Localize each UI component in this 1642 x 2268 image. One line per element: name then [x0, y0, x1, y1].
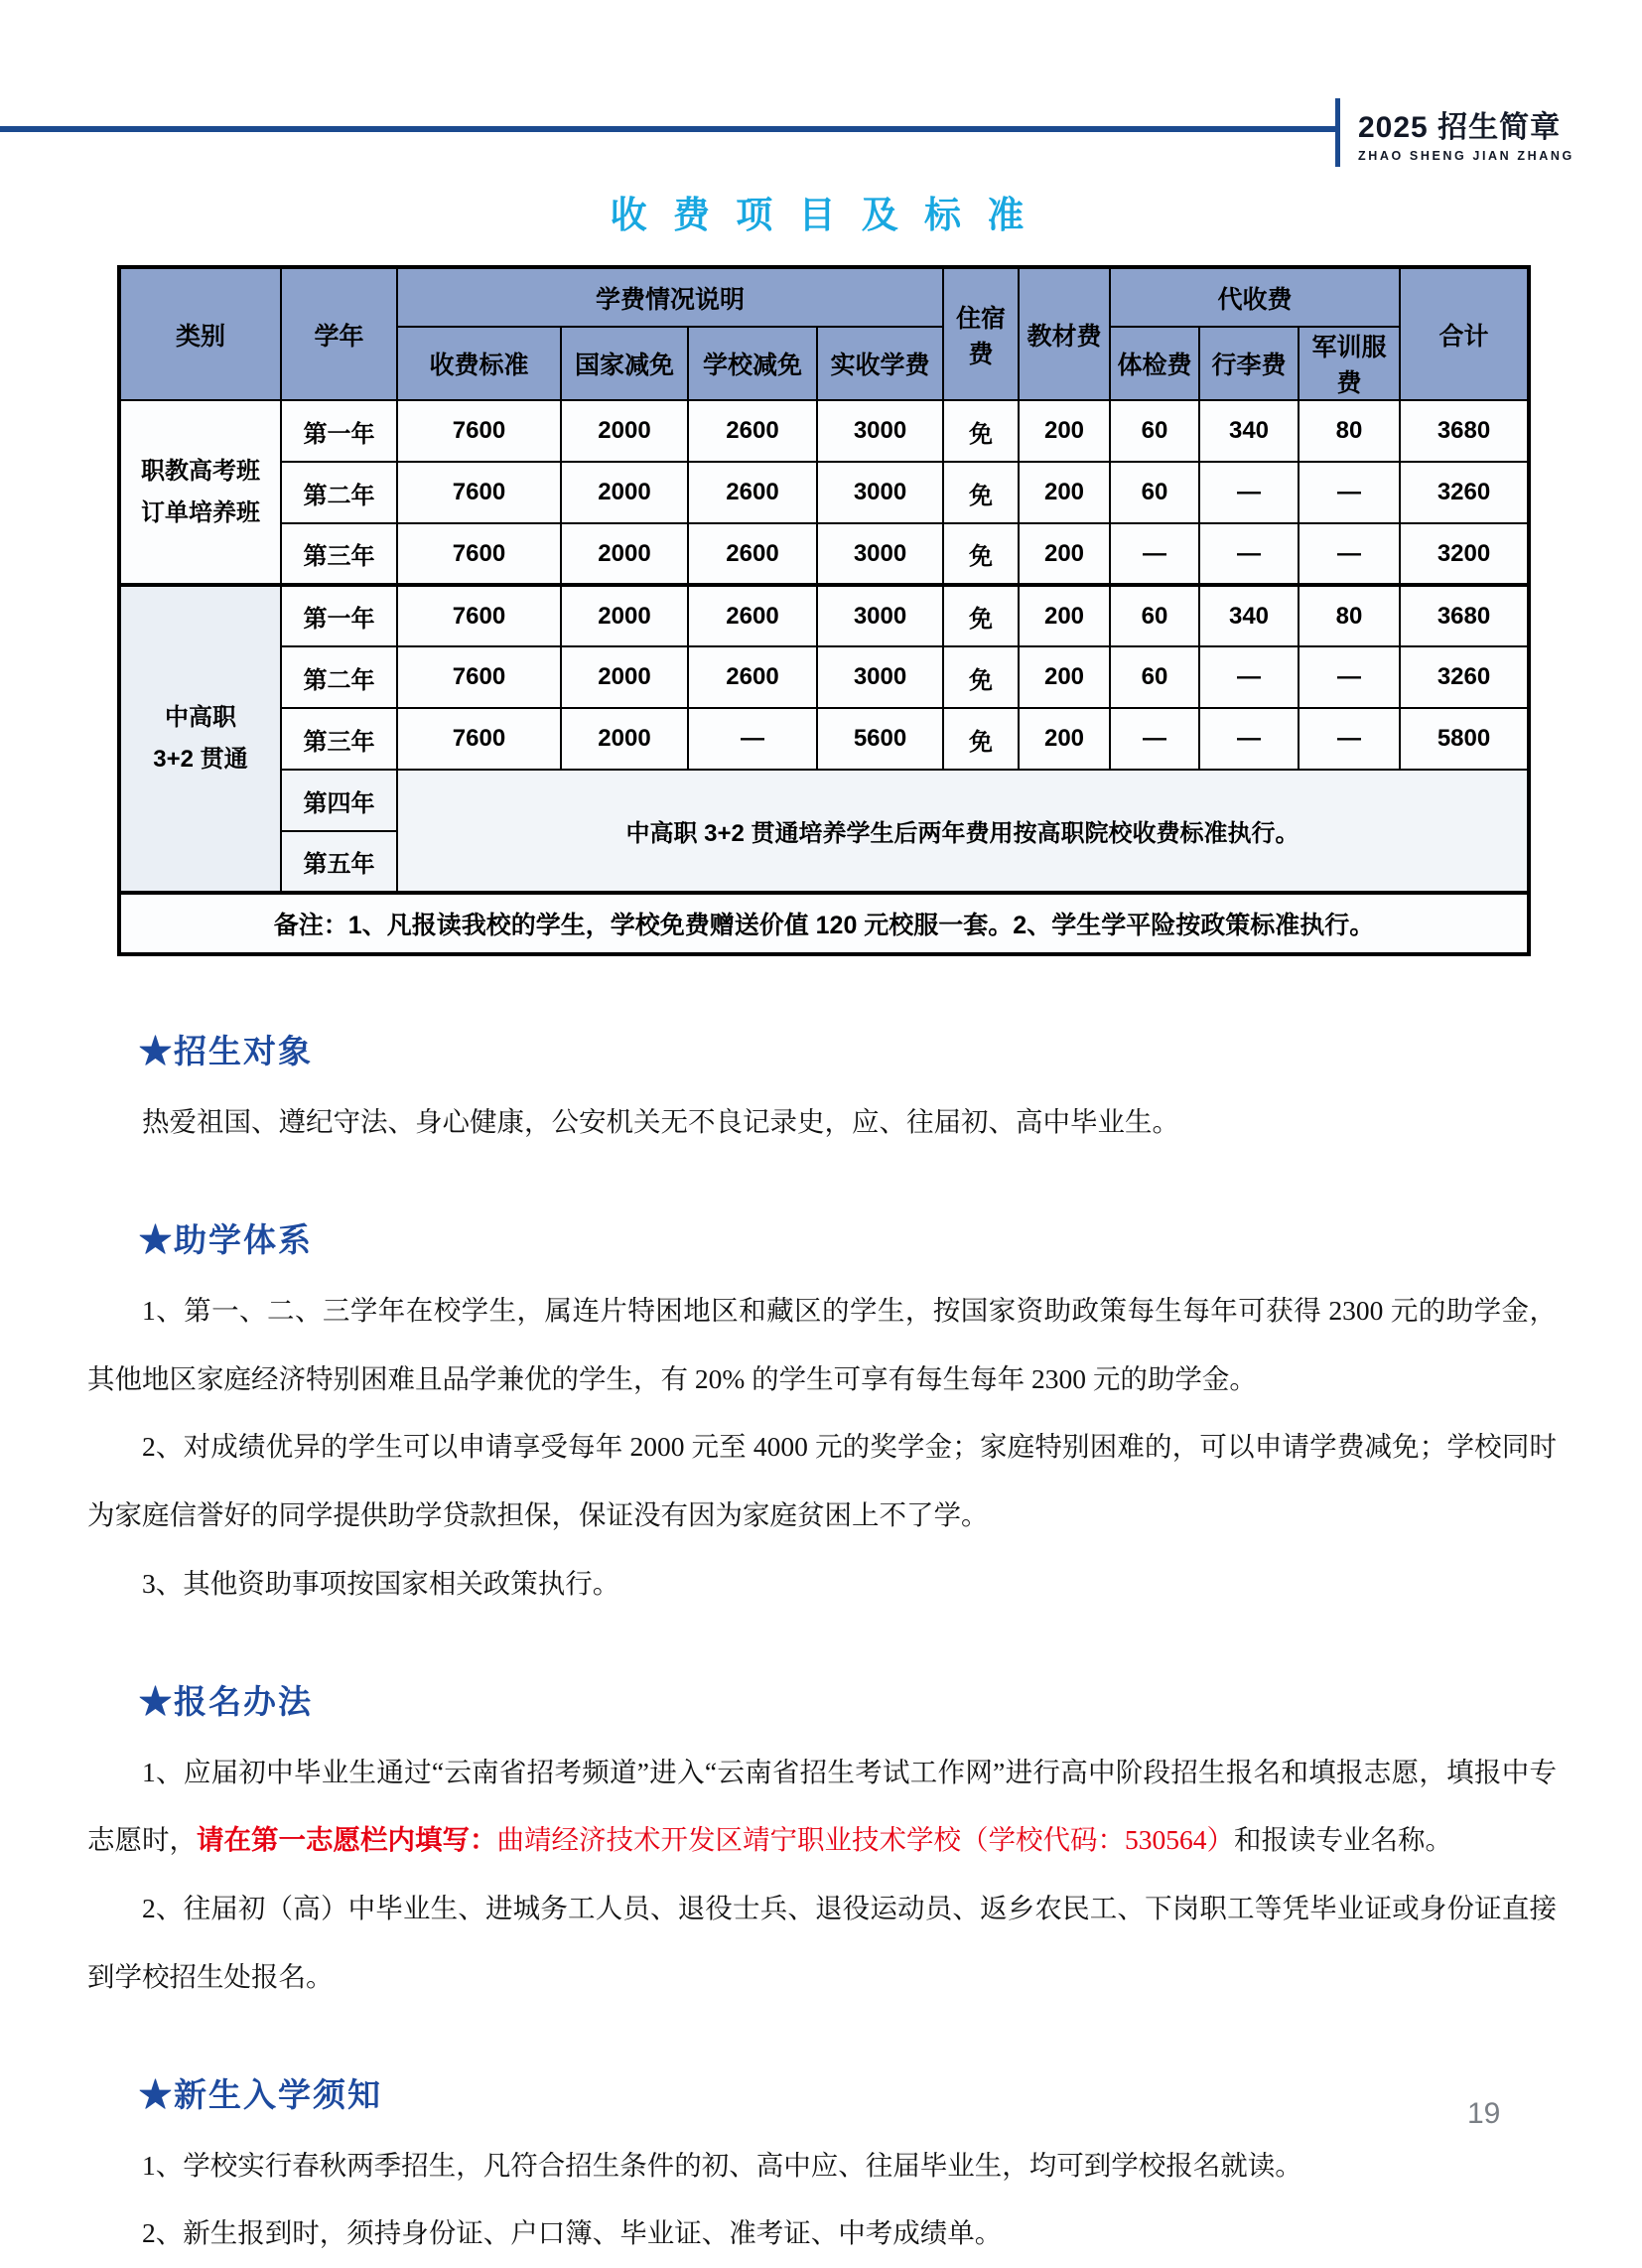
value-cell: 60: [1110, 585, 1199, 646]
value-cell: 2600: [688, 585, 817, 646]
brand-subtitle: ZHAO SHENG JIAN ZHANG: [1358, 149, 1636, 163]
header-accommodation: 住宿费: [943, 267, 1019, 400]
header-military-fee: 军训服费: [1299, 327, 1400, 400]
header-state-waiver: 国家减免: [561, 327, 688, 400]
value-cell: —: [1110, 708, 1199, 770]
paragraph: 1、第一、二、三学年在校学生，属连片特困地区和藏区的学生，按国家资助政策每生每年可获得 2300 元的助学金，其他地区家庭经济特别困难且品学兼优的学生，有 20% 的学生可享有每生每年 2300 元的助学金。: [87, 1277, 1557, 1414]
table-row: [119, 462, 1529, 523]
table-row: [119, 708, 1529, 770]
value-cell: 3200: [1400, 523, 1529, 585]
registration-text: 和报读专业名称。: [1234, 1824, 1452, 1855]
category-group2: 中高职 3+2 贯通: [119, 585, 281, 893]
header-horizontal-rule: [0, 126, 1339, 132]
value-cell: 3000: [817, 523, 943, 585]
value-cell: —: [1199, 646, 1299, 708]
value-cell: 2000: [561, 708, 688, 770]
value-cell: 7600: [397, 646, 561, 708]
value-cell: 7600: [397, 708, 561, 770]
value-cell: 3260: [1400, 462, 1529, 523]
paragraph: 2、新生报到时，须持身份证、户口簿、毕业证、准考证、中考成绩单。: [87, 2199, 1557, 2268]
year-cell: 第二年: [281, 646, 397, 708]
value-cell: 3680: [1400, 585, 1529, 646]
value-cell: 60: [1110, 462, 1199, 523]
value-cell: —: [1299, 462, 1400, 523]
year-cell: 第一年: [281, 400, 397, 462]
value-cell: 2000: [561, 523, 688, 585]
table-footnote-row: [119, 893, 1529, 954]
header-year: 学年: [281, 267, 397, 400]
value-cell: —: [688, 708, 817, 770]
fee-table-header: [119, 267, 1529, 400]
value-cell: 5800: [1400, 708, 1529, 770]
value-cell: 200: [1019, 708, 1110, 770]
value-cell: 2000: [561, 400, 688, 462]
header-tuition-group: 学费情况说明: [397, 267, 943, 327]
section-heading-freshman-notice: ★新生入学须知: [139, 2069, 1557, 2116]
header-vertical-rule: [1335, 98, 1340, 167]
value-cell: 免: [943, 585, 1019, 646]
value-cell: 60: [1110, 400, 1199, 462]
table-row: [119, 585, 1529, 646]
table-row: [119, 646, 1529, 708]
value-cell: 7600: [397, 462, 561, 523]
table-row: [119, 523, 1529, 585]
value-cell: 2600: [688, 646, 817, 708]
value-cell: 2600: [688, 462, 817, 523]
header-collect-group: 代收费: [1110, 267, 1400, 327]
content-sections: [87, 1026, 1557, 2268]
section-heading-aid-system: ★助学体系: [139, 1214, 1557, 1261]
value-cell: —: [1199, 708, 1299, 770]
value-cell: 3000: [817, 646, 943, 708]
value-cell: 免: [943, 523, 1019, 585]
value-cell: 200: [1019, 523, 1110, 585]
category-group1: 职教高考班 订单培养班: [119, 400, 281, 585]
year-cell: 第五年: [281, 831, 397, 893]
value-cell: 7600: [397, 585, 561, 646]
value-cell: 2000: [561, 646, 688, 708]
year-cell: 第三年: [281, 708, 397, 770]
value-cell: 80: [1299, 585, 1400, 646]
footnote-cell: 备注：1、凡报读我校的学生，学校免费赠送价值 120 元校服一套。2、学生学平险按政策标准执行。: [119, 893, 1529, 954]
value-cell: 免: [943, 400, 1019, 462]
value-cell: 200: [1019, 400, 1110, 462]
value-cell: 免: [943, 708, 1019, 770]
value-cell: 3000: [817, 462, 943, 523]
header-category: 类别: [119, 267, 281, 400]
value-cell: 3680: [1400, 400, 1529, 462]
value-cell: 5600: [817, 708, 943, 770]
registration-red-bold-text: 请在第一志愿栏内填写：: [197, 1824, 497, 1855]
table-row: [119, 400, 1529, 462]
paragraph-with-highlight: [87, 1739, 1557, 1876]
header-school-waiver: 学校减免: [688, 327, 817, 400]
header-luggage-fee: 行李费: [1199, 327, 1299, 400]
merged-note-cell: 中高职 3+2 贯通培养学生后两年费用按高职院校收费标准执行。: [397, 770, 1529, 893]
value-cell: 3260: [1400, 646, 1529, 708]
value-cell: 2600: [688, 400, 817, 462]
value-cell: 3000: [817, 400, 943, 462]
header-actual-tuition: 实收学费: [817, 327, 943, 400]
section-heading-enroll-target: ★招生对象: [139, 1026, 1557, 1072]
value-cell: —: [1299, 646, 1400, 708]
paragraph: 1、学校实行春秋两季招生，凡符合招生条件的初、高中应、往届毕业生，均可到学校报名就读。: [87, 2132, 1557, 2200]
section-body-registration: [87, 1739, 1557, 2012]
value-cell: 7600: [397, 400, 561, 462]
page-number: 19: [1467, 2097, 1500, 2131]
value-cell: 2000: [561, 585, 688, 646]
section-body-aid-system: [87, 1277, 1557, 1619]
value-cell: 200: [1019, 585, 1110, 646]
value-cell: 2000: [561, 462, 688, 523]
fee-table: [117, 265, 1531, 956]
header-tuition-standard: 收费标准: [397, 327, 561, 400]
value-cell: —: [1299, 708, 1400, 770]
value-cell: 340: [1199, 400, 1299, 462]
value-cell: 80: [1299, 400, 1400, 462]
registration-text: 1、应届初中毕业生通过“云南省招考频道”进入“云南省招生考试工作网”进行高中阶段招生报名和填报志愿，填报中专志愿时，: [87, 1757, 1557, 1856]
header-textbook: 教材费: [1019, 267, 1110, 400]
section-heading-registration: ★报名办法: [139, 1676, 1557, 1723]
value-cell: —: [1199, 462, 1299, 523]
value-cell: 免: [943, 462, 1019, 523]
paragraph: 热爱祖国、遵纪守法、身心健康，公安机关无不良记录史，应、往届初、高中毕业生。: [87, 1088, 1557, 1157]
value-cell: 60: [1110, 646, 1199, 708]
brand-block: [1358, 102, 1636, 163]
registration-red-text: 曲靖经济技术开发区靖宁职业技术学校（学校代码：530564）: [497, 1824, 1235, 1855]
value-cell: —: [1299, 523, 1400, 585]
year-cell: 第四年: [281, 770, 397, 831]
value-cell: 200: [1019, 462, 1110, 523]
value-cell: 3000: [817, 585, 943, 646]
paragraph: 2、对成绩优异的学生可以申请享受每年 2000 元至 4000 元的奖学金；家庭特别困难的，可以申请学费减免；学校同时为家庭信誉好的同学提供助学贷款担保，保证没有因为家庭贫困上不了学。: [87, 1413, 1557, 1550]
value-cell: 200: [1019, 646, 1110, 708]
section-body-freshman-notice: [87, 2132, 1557, 2268]
value-cell: —: [1199, 523, 1299, 585]
value-cell: —: [1110, 523, 1199, 585]
value-cell: 7600: [397, 523, 561, 585]
value-cell: 免: [943, 646, 1019, 708]
paragraph: 2、往届初（高）中毕业生、进城务工人员、退役士兵、退役运动员、返乡农民工、下岗职工等凭毕业证或身份证直接到学校招生处报名。: [87, 1875, 1557, 2012]
year-cell: 第二年: [281, 462, 397, 523]
section-body-enroll-target: [87, 1088, 1557, 1157]
value-cell: 2600: [688, 523, 817, 585]
year-cell: 第三年: [281, 523, 397, 585]
brand-title: 2025 招生简章: [1358, 102, 1636, 146]
value-cell: 340: [1199, 585, 1299, 646]
header-total: 合计: [1400, 267, 1529, 400]
header-physical-fee: 体检费: [1110, 327, 1199, 400]
paragraph: 3、其他资助事项按国家相关政策执行。: [87, 1550, 1557, 1619]
table-row: [119, 770, 1529, 831]
year-cell: 第一年: [281, 585, 397, 646]
page-title: 收 费 项 目 及 标 准: [0, 0, 1642, 238]
